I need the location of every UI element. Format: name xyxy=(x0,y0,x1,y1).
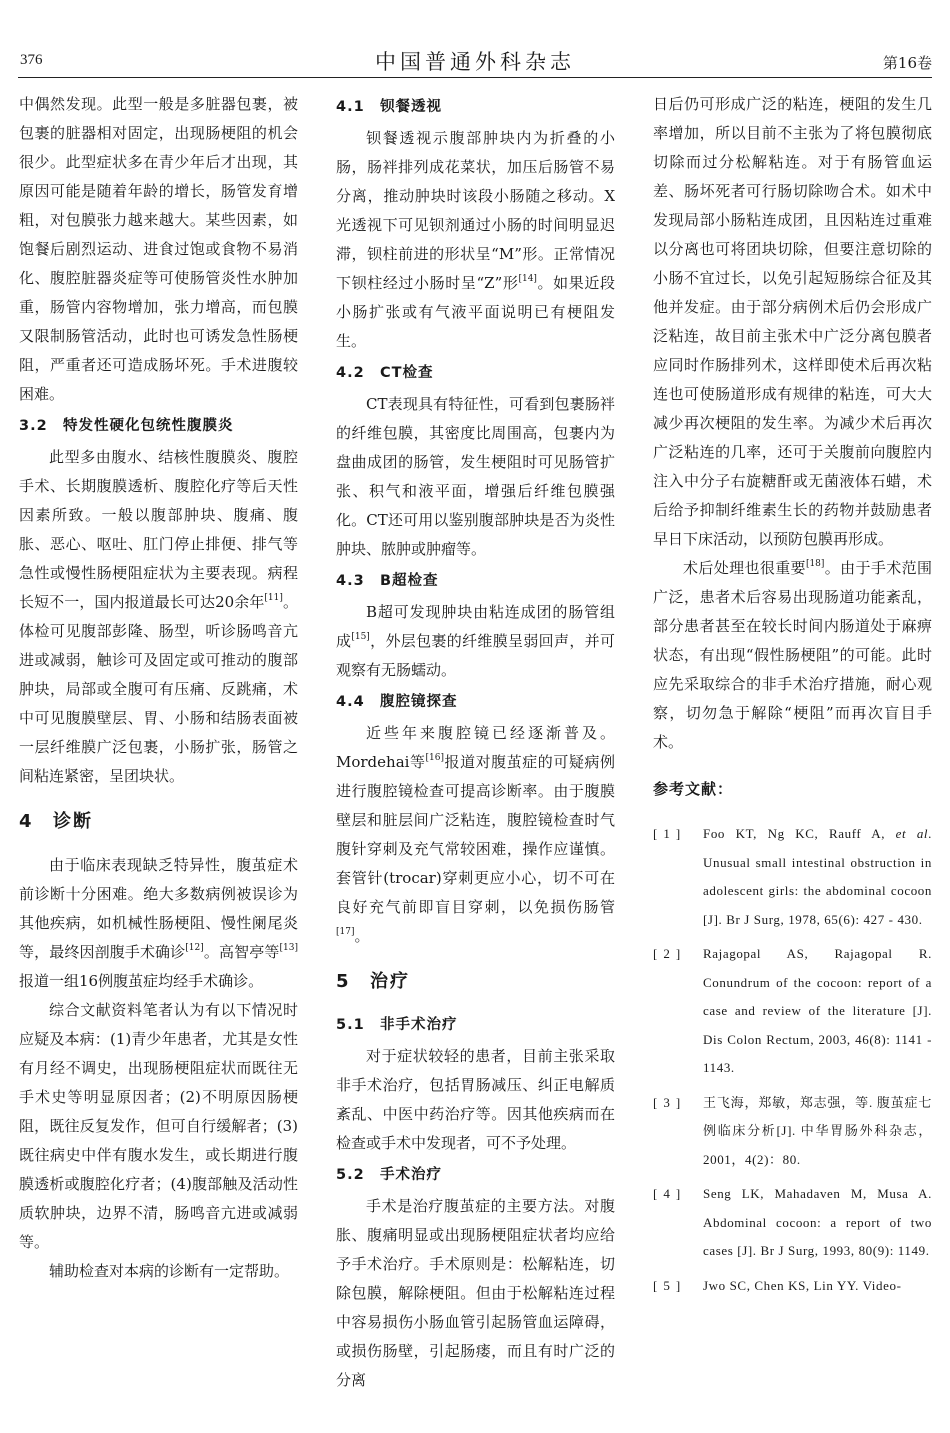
paragraph: 对于症状较轻的患者，目前主张采取非手术治疗，包括胃肠减压、纠正电解质紊乱、中医中药治疗等。因其他疾病而在检查或手术中发现者，可不予处理。 xyxy=(336,1047,615,1152)
citation: [18] xyxy=(805,559,825,569)
paragraph xyxy=(19,443,298,791)
page-header xyxy=(18,0,932,78)
section-number: 4.2 xyxy=(336,365,365,381)
paragraph xyxy=(336,598,615,685)
section-title: 治疗 xyxy=(370,971,410,992)
section-title: 特发性硬化包统性腹膜炎 xyxy=(63,418,234,434)
citation: [11] xyxy=(264,593,283,603)
section-title: 手术治疗 xyxy=(380,1167,442,1183)
reference-text xyxy=(703,820,932,934)
text-run: 。体检可见腹部彭隆、肠型，听诊肠鸣音亢进或减弱，触诊可及固定或可推动的腹部肿块，局部或全腹可有压痛、反跳痛，术中可见腹膜壁层、胃、小肠和结肠表面被一层纤维膜广泛包裹，小肠扩张，肠管之间粘连紧密，呈团块状。 xyxy=(19,593,298,785)
page-number: 376 xyxy=(20,52,43,68)
section-heading-4-3 xyxy=(336,567,615,596)
text-run: 报道一组16例腹茧症均经手术确诊。 xyxy=(19,972,264,990)
text-run: 此型多由腹水、结核性腹膜炎、腹腔手术、长期腹膜透析、腹腔化疗等后天性因素所致。一般以腹部肿块、腹痛、腹胀、恶心、呕吐、肛门停止排便、排气等急性或慢性肠梗阻症状为主要表现。病程长短不一，国内报道最长可达20余年 xyxy=(19,448,298,611)
text-run: 钡餐透视示腹部肿块内为折叠的小肠，肠袢排列成花菜状，加压后肠管不易分离，推动肿块时该段小肠随之移动。X光透视下可见钡剂通过小肠的时间明显迟滞，钡柱前进的形状呈“M”形。正常情况下钡柱经过小肠时呈“Z”形 xyxy=(336,129,615,292)
text-run: 。 xyxy=(354,927,370,945)
paragraph xyxy=(336,124,615,356)
text-run: ，外层包裹的纤维膜呈弱回声，并可观察有无肠蠕动。 xyxy=(336,632,615,679)
paragraph: 中偶然发现。此型一般是多脏器包裹，被包裹的脏器相对固定，出现肠梗阻的机会很少。此型症状多在青少年后才出现，其原因可能是随着年龄的增长，肠管发育增粗，对包膜张力越来越大。某些因素，如饱餐后剧烈运动、进食过饱或食物不易消化、腹腔脏器炎症等可使肠管炎性水肿加重，肠管内容物增加，张力增高，而包膜又限制肠管活动，此时也可诱发急性肠梗阻，严重者还可造成肠坏死。手术进腹较困难。 xyxy=(19,95,298,403)
journal-title: 中国普通外科杂志 xyxy=(375,50,575,74)
reference-item xyxy=(653,1180,932,1266)
column-left xyxy=(19,90,298,1286)
section-number: 4.3 xyxy=(336,573,365,589)
column-right xyxy=(653,90,932,1306)
reference-text: 王飞海，郑敏，郑志强，等. 腹茧症七例临床分析[J]. 中华胃肠外科杂志，2001，4(2)：80. xyxy=(703,1094,932,1167)
citation: [15] xyxy=(351,632,370,642)
reference-item xyxy=(653,940,932,1083)
section-number: 5.2 xyxy=(336,1167,365,1183)
section-title: 非手术治疗 xyxy=(380,1017,458,1033)
paragraph: 综合文献资料笔者认为有以下情况时应疑及本病：(1)青少年患者，尤其是女性有月经不调史，出现肠梗阻症状而既往无手术史等明显原因者；(2)不明原因肠梗阻，既往反复发作，但可自行缓解者；(3)既往病史中伴有腹水发生，或长期进行腹膜透析或腹腔化疗者；(4)腹部触及活动性质软肿块，边界不清，肠鸣音亢进或减弱等。 xyxy=(19,1001,298,1251)
text-run: 报道对腹茧症的可疑病例进行腹腔镜检查可提高诊断率。由于腹膜壁层和脏层间广泛粘连，腹腔镜检查时气腹针穿刺及充气常较困难，操作应谨慎。套管针(trocar)穿刺更应小心，切不可在良好充气前即盲目穿刺，以免损伤肠管 xyxy=(336,753,615,916)
paragraph: 手术是治疗腹茧症的主要方法。对腹胀、腹痛明显或出现肠梗阻症状者均应给予手术治疗。手术原则是：松解粘连，切除包膜，解除梗阻。但由于松解粘连过程中容易损伤小肠血管引起肠管血运障碍，或损伤肠壁，引起肠瘘，而且有时广泛的分离 xyxy=(336,1197,615,1389)
text-run: 。由于手术范围广泛，患者术后容易出现肠道功能紊乱，部分患者甚至在较长时间内肠道处于麻痹状态，有出现“假性肠梗阻”的可能。此时应先采取综合的非手术治疗措施，耐心观察，切勿急于解除“梗阻”而再次盲目手术。 xyxy=(653,559,932,751)
reference-number: [3] xyxy=(653,1094,687,1110)
reference-number: [1] xyxy=(653,826,687,841)
section-title: CT检查 xyxy=(380,365,434,381)
column-middle xyxy=(336,90,615,1395)
section-heading-4-1 xyxy=(336,93,615,122)
text-run-italic: et al xyxy=(895,826,929,841)
section-heading-3-2 xyxy=(19,412,298,441)
text-run: 术后处理也很重要 xyxy=(683,559,806,577)
reference-item xyxy=(653,820,932,934)
reference-item xyxy=(653,1089,932,1175)
reference-list xyxy=(653,820,932,1300)
section-heading-5-1 xyxy=(336,1011,615,1040)
text-run: 由于临床表现缺乏特异性，腹茧症术前诊断十分困难。绝大多数病例被误诊为其他疾病，如机械性肠梗阻、慢性阑尾炎等，最终因剖腹手术确诊 xyxy=(19,856,298,961)
section-number: 5.1 xyxy=(336,1017,365,1033)
references-heading: 参考文献： xyxy=(653,780,734,798)
citation: [12] xyxy=(185,943,204,953)
citation: [13] xyxy=(279,943,298,953)
header-rule xyxy=(18,77,932,78)
text-run: B超可发现肿块由粘连成团的肠管组成 xyxy=(336,603,615,650)
section-title: 诊断 xyxy=(53,811,93,832)
reference-number: [4] xyxy=(653,1186,687,1201)
reference-item xyxy=(653,1272,932,1301)
reference-number: [5] xyxy=(653,1277,687,1293)
text-run: Foo KT, Ng KC, Rauff A, xyxy=(703,826,896,841)
paragraph: CT表现具有特征性，可看到包裹肠袢的纤维包膜，其密度比周围高，包裹内为盘曲成团的肠管，发生梗阻时可见肠管扩张、积气和液平面，增强后纤维包膜强化。CT还可用以鉴别腹部肿块是否为炎性肿块、脓肿或肿瘤等。 xyxy=(336,395,615,558)
section-number: 3.2 xyxy=(19,418,48,434)
volume-label: 第16卷 xyxy=(882,54,932,72)
section-title: 腹腔镜探查 xyxy=(380,694,458,710)
citation: [17] xyxy=(336,927,355,937)
text-run: 近些年来腹腔镜已经逐渐普及。Mordehai等 xyxy=(336,724,615,771)
section-heading-4-2 xyxy=(336,359,615,388)
section-heading-5-2 xyxy=(336,1161,615,1190)
section-number: 4.1 xyxy=(336,99,365,115)
section-number: 4.4 xyxy=(336,694,365,710)
paragraph xyxy=(336,719,615,951)
reference-number: [2] xyxy=(653,946,687,961)
section-heading-4-4 xyxy=(336,688,615,717)
paragraph: 辅助检查对本病的诊断有一定帮助。 xyxy=(49,1262,290,1280)
section-number: 4 xyxy=(19,811,34,832)
paragraph xyxy=(19,851,298,996)
reference-text: Rajagopal AS, Rajagopal R. Conundrum of the cocoon: report of a case and review of the literature [J]. Dis Colon Rectum, 2003, 46(8): 1141 - 1143. xyxy=(703,946,932,1075)
section-heading-5 xyxy=(336,967,615,997)
section-title: 钡餐透视 xyxy=(380,99,442,115)
section-heading-4 xyxy=(19,807,298,837)
text-run: 。如果近段小肠扩张或有气液平面说明已有梗阻发生。 xyxy=(336,274,615,350)
text-run: . Unusual small intestinal obstruction in adolescent girls: the abdominal cocoon [J]. Br J Surg, 1978, 65(6): 427 - 430. xyxy=(703,826,932,927)
paragraph xyxy=(653,554,932,757)
reference-text: Jwo SC, Chen KS, Lin YY. Video- xyxy=(703,1277,902,1293)
text-run: 。高智亭等 xyxy=(203,943,280,961)
paragraph: 日后仍可形成广泛的粘连，梗阻的发生几率增加，所以目前不主张为了将包膜彻底切除而过分松解粘连。对于有肠管血运差、肠坏死者可行肠切除吻合术。如术中发现局部小肠粘连成团，且因粘连过重难以分离也可将团块切除，但要注意切除的小肠不宜过长，以免引起短肠综合征及其他并发症。由于部分病例术后仍会形成广泛粘连，故目前主张术中广泛分离包膜者应同时作肠排列术，这样即使术后再次粘连也可使肠道形成有规律的粘连，可大大减少再次梗阻的发生率。为减少术后再次广泛粘连的几率，还可于关腹前向腹腔内注入中分子右旋糖酐或无菌液体石蜡，术后给予抑制纤维素生长的药物并鼓励患者早日下床活动，以预防包膜再形成。 xyxy=(653,95,932,548)
citation: [16] xyxy=(425,753,445,763)
reference-text: Seng LK, Mahadaven M, Musa A. Abdominal cocoon: a report of two cases [J]. Br J Surg, 1993, 80(9): 1149. xyxy=(703,1186,932,1258)
citation: [14] xyxy=(518,274,537,284)
section-title: B超检查 xyxy=(380,573,439,589)
section-number: 5 xyxy=(336,971,351,992)
